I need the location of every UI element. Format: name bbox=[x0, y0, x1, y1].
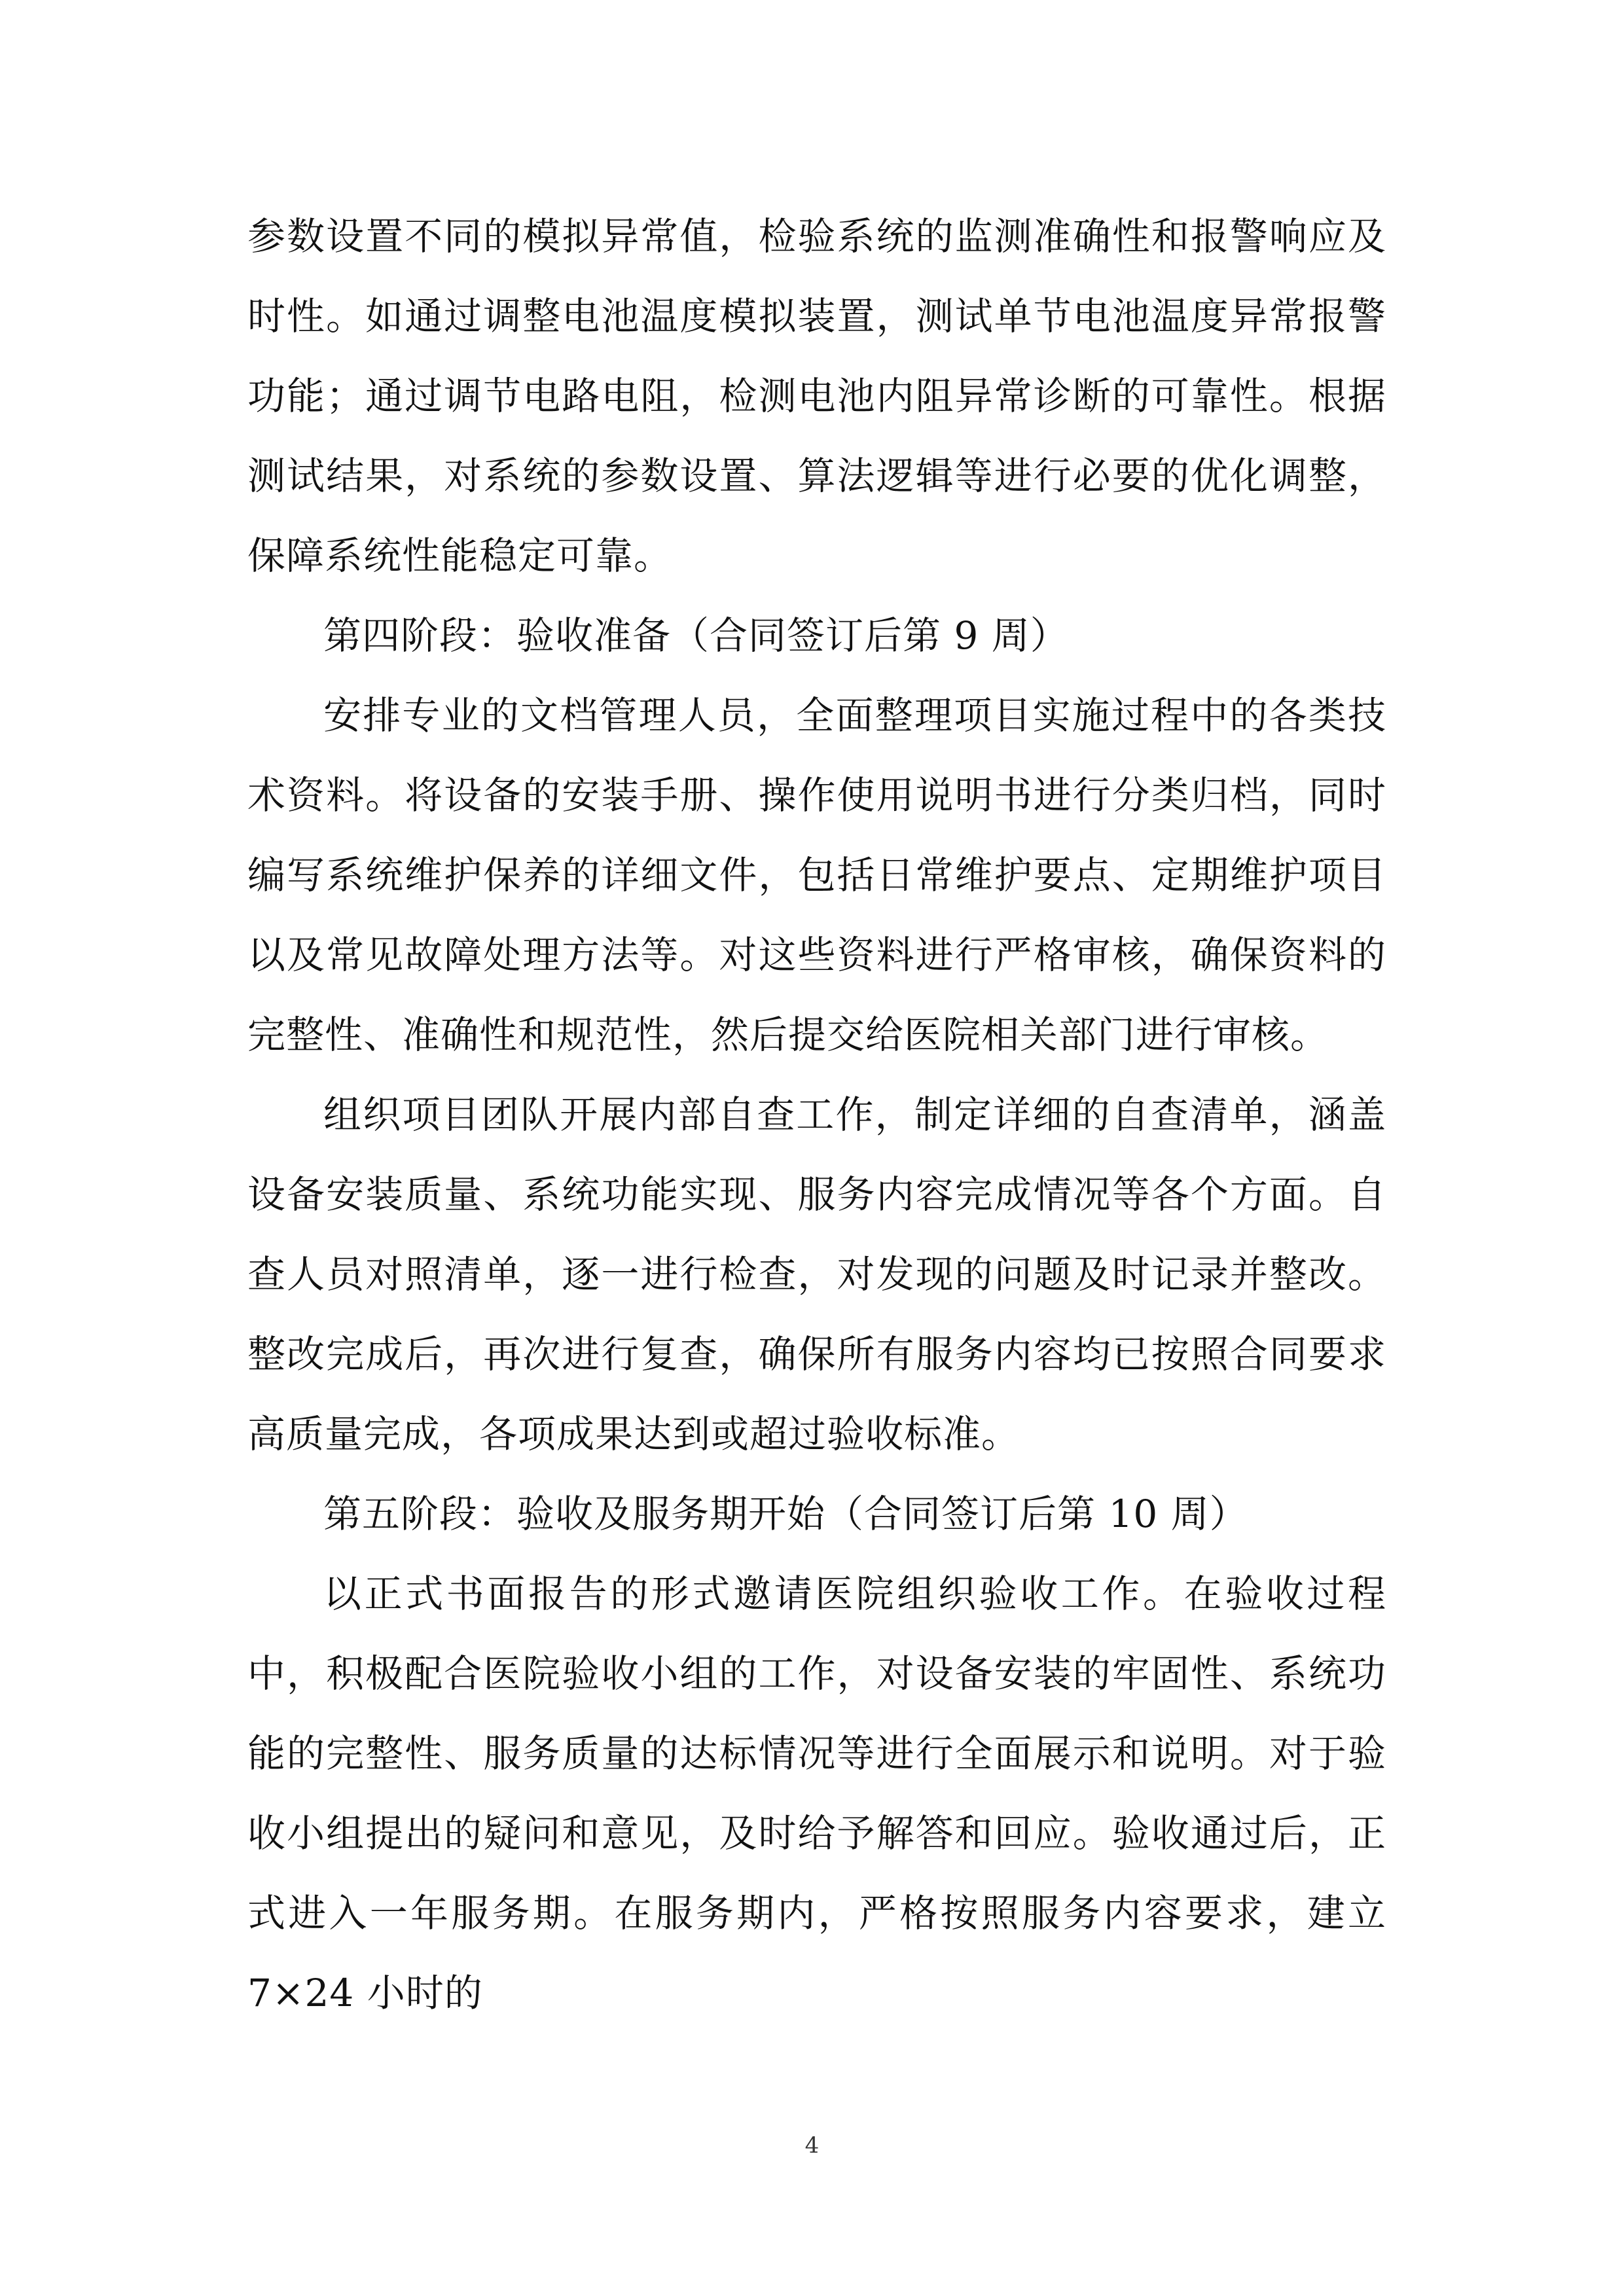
stage-four-heading: 第四阶段：验收准备（合同签订后第 9 周） bbox=[323, 613, 1069, 658]
document-body bbox=[247, 196, 1386, 2033]
page-number: 4 bbox=[804, 2132, 820, 2159]
paragraph-continued: 参数设置不同的模拟异常值，检验系统的监测准确性和报警响应及时性。如通过调整电池温度模拟装置，测试单节电池温度异常报警功能；通过调节电路电阻，检测电池内阻异常诊断的可靠性。根据测试结果，对系统的参数设置、算法逻辑等进行必要的优化调整，保障系统性能稳定可靠。 bbox=[247, 214, 1386, 578]
stage-five-heading: 第五阶段：验收及服务期开始（合同签订后第 10 周） bbox=[323, 1492, 1248, 1536]
paragraph-acceptance: 以正式书面报告的形式邀请医院组织验收工作。在验收过程中，积极配合医院验收小组的工作，对设备安装的牢固性、系统功能的完整性、服务质量的达标情况等进行全面展示和说明。对于验收小组提出的疑问和意见，及时给予解答和回应。验收通过后，正式进入一年服务期。在服务期内，严格按照服务内容要求，建立 7×24 小时的 bbox=[247, 1571, 1386, 2015]
paragraph-self-inspection: 组织项目团队开展内部自查工作，制定详细的自查清单，涵盖设备安装质量、系统功能实现、服务内容完成情况等各个方面。自查人员对照清单，逐一进行检查，对发现的问题及时记录并整改。整改完成后，再次进行复查，确保所有服务内容均已按照合同要求高质量完成，各项成果达到或超过验收标准。 bbox=[247, 1092, 1386, 1456]
paragraph-documentation: 安排专业的文档管理人员，全面整理项目实施过程中的各类技术资料。将设备的安装手册、操作使用说明书进行分类归档，同时编写系统维护保养的详细文件，包括日常维护要点、定期维护项目以及常见故障处理方法等。对这些资料进行严格审核，确保资料的完整性、准确性和规范性，然后提交给医院相关部门进行审核。 bbox=[247, 693, 1386, 1057]
